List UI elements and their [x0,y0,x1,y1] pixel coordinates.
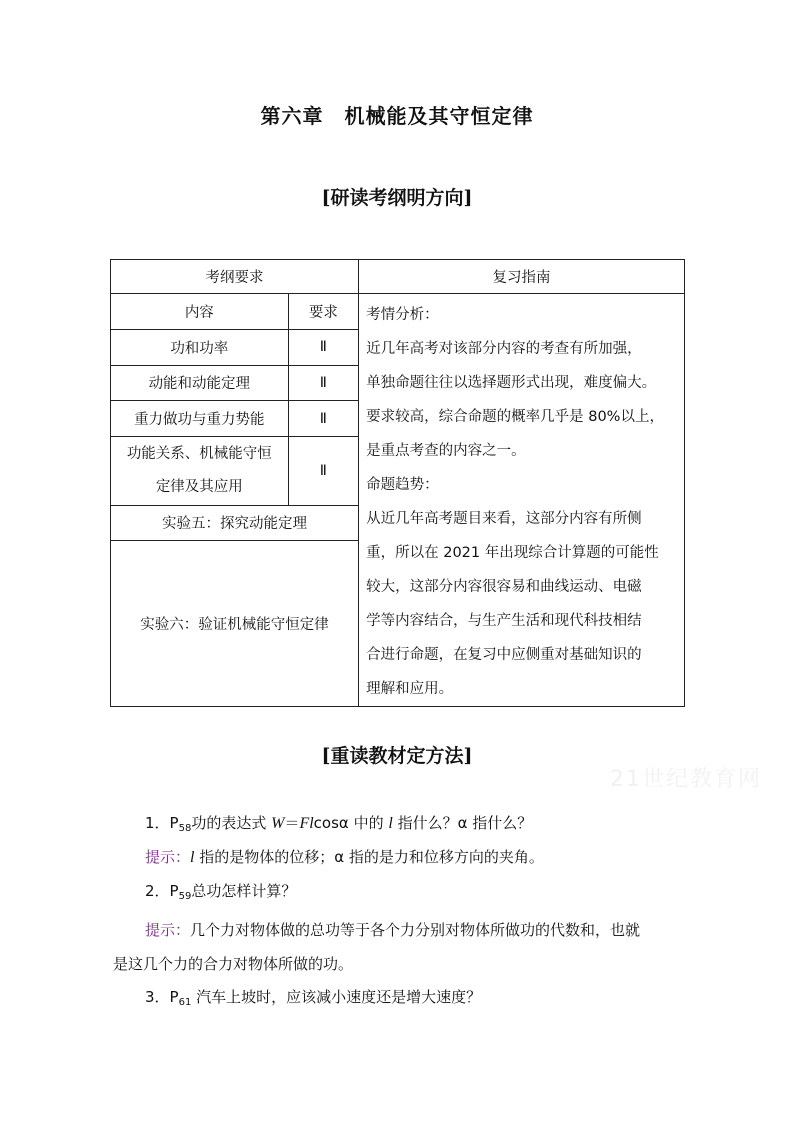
page-subscript: 59 [178,891,192,902]
experiment-6: 实验六：验证机械能守恒定律 [111,541,359,707]
syllabus-table [110,259,685,707]
table-row-requirement: Ⅱ [288,437,358,505]
question-text: 指什么？α 指什么？ [392,814,533,832]
guide-line: 合进行命题，在复习中应侧重对基础知识的 [366,647,642,663]
table-row-content: 动能和动能定理 [111,365,289,401]
guide-line: 是重点考查的内容之一。 [366,443,526,459]
content-line: 定律及其应用 [155,478,243,495]
formula-cos: cosα [313,814,349,832]
hint-label: 提示： [145,848,191,866]
col-requirement: 要求 [288,294,358,330]
page-subscript: 61 [178,997,192,1008]
answer-2-continued: 是这几个力的合力对物体所做的功。 [113,955,354,973]
guide-line: 较大，这部分内容很容易和曲线运动、电磁 [366,579,642,595]
section-heading-textbook: [重读教材定方法] [321,745,473,767]
guide-line: 考情分析： [366,307,439,323]
formula-l: l [190,849,195,866]
guide-line: 学等内容结合，与生产生活和现代科技相结 [366,613,642,629]
guide-line: 从近几年高考题目来看，这部分内容有所侧 [366,511,642,527]
question-text: 中的 [348,814,389,832]
table-row-content: 功和功率 [111,329,289,365]
question-number: 3．P [145,988,179,1006]
question-text: 汽车上坡时，应该减小速度还是增大速度？ [191,988,482,1006]
header-guide: 复习指南 [359,260,685,294]
table-row-requirement: Ⅱ [288,365,358,401]
question-text: 功的表达式 [191,814,272,832]
table-row-requirement: Ⅱ [288,329,358,365]
guide-line: 命题趋势： [366,477,439,493]
question-number: 1．P [145,814,179,832]
guide-line: 重，所以在 2021 年出现综合计算题的可能性 [366,545,659,561]
question-text: 总功怎样计算？ [191,882,297,900]
formula-l: l [388,815,393,832]
guide-line: 近几年高考对该部分内容的考查有所加强， [366,341,642,357]
page-subscript: 58 [178,823,192,834]
table-row-content [111,437,289,505]
guide-line: 要求较高，综合命题的概率几乎是 80%以上， [366,409,664,425]
answer-2 [113,913,688,947]
answer-text: 几个力对物体做的总功等于各个力分别对物体所做功的代数和，也就 [190,921,641,939]
question-3 [113,985,720,1015]
content-line: 功能关系、机械能守恒 [126,445,272,462]
col-content: 内容 [111,294,289,330]
formula-equals: ＝ [284,814,300,832]
hint-label: 提示： [145,921,191,939]
review-guide-cell [359,294,685,707]
experiment-5: 实验五：探究动能定理 [111,505,359,541]
question-1 [113,811,720,841]
formula-w: W [271,815,285,832]
formula-fl: Fl [299,815,314,832]
table-row-content: 重力做功与重力势能 [111,401,289,437]
section-heading-syllabus: [研读考纲明方向] [321,187,473,209]
page-title: 第六章 机械能及其守恒定律 [260,104,534,128]
guide-line: 单独命题往往以选择题形式出现，难度偏大。 [366,375,657,391]
question-number: 2．P [145,882,179,900]
table-row-requirement: Ⅱ [288,401,358,437]
answer-text: 指的是物体的位移；α 指的是力和位移方向的夹角。 [194,848,544,866]
question-2 [113,879,720,909]
header-syllabus: 考纲要求 [111,260,359,294]
answer-1 [113,845,720,870]
watermark: 21世纪教育网 [610,767,762,792]
guide-line: 理解和应用。 [366,681,454,697]
